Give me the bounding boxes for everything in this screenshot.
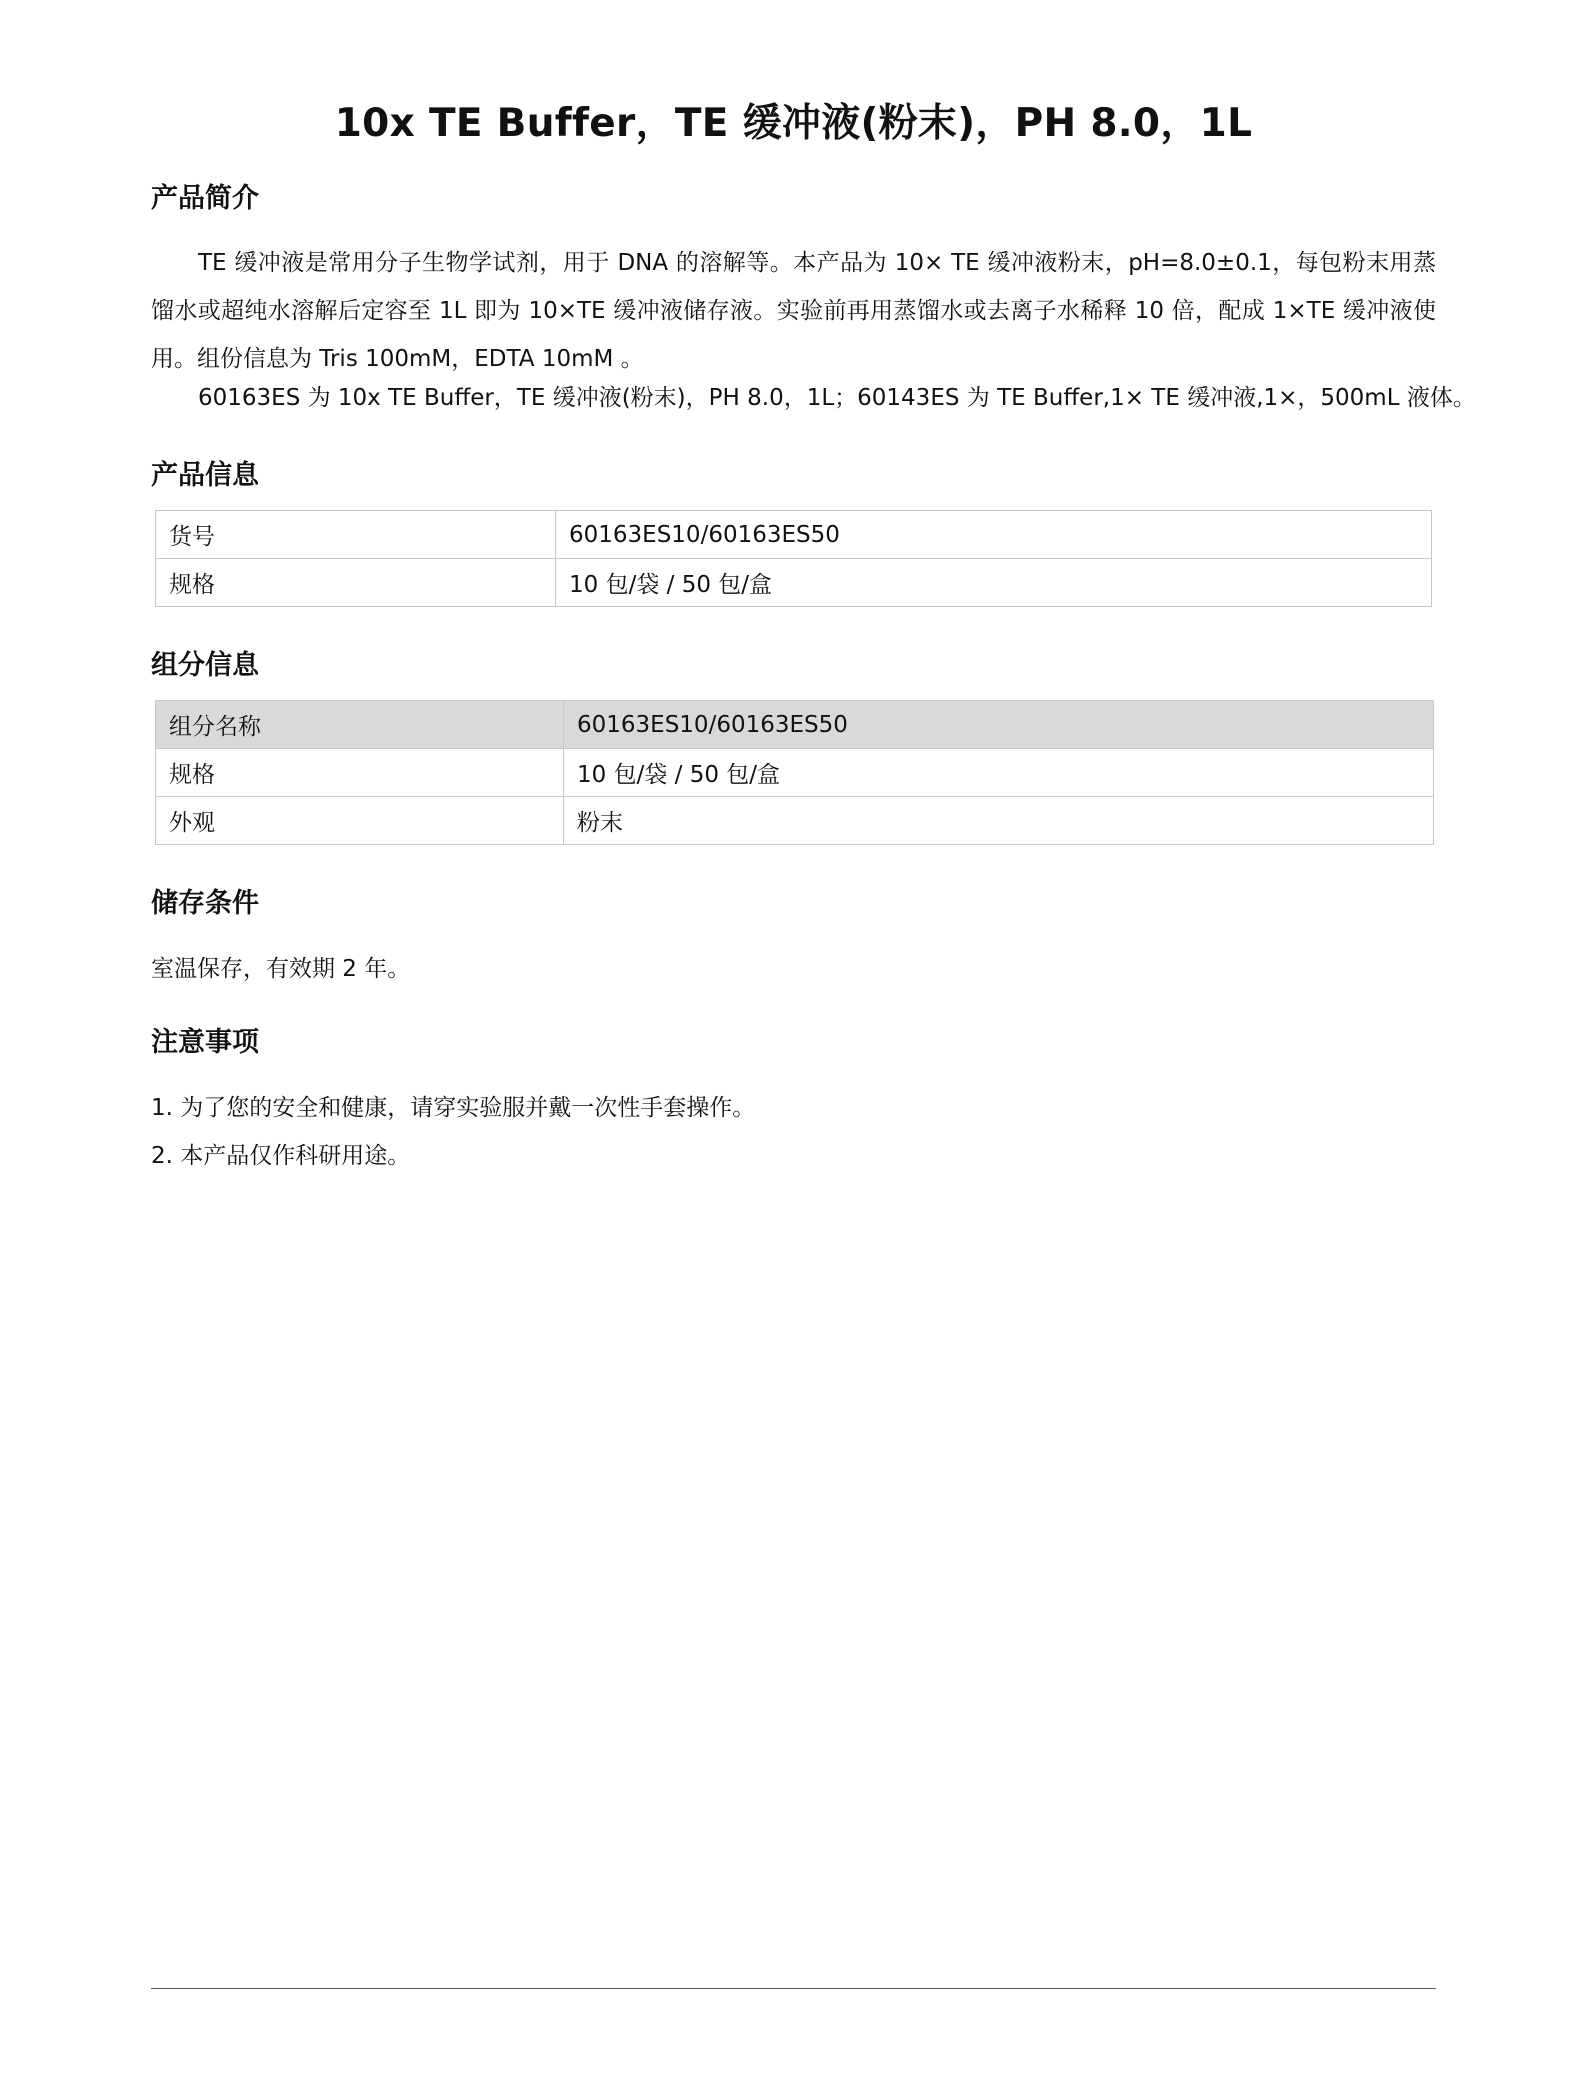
components-value: 10 包/袋 / 50 包/盒 [564,749,1434,797]
document-title: 10x TE Buffer，TE 缓冲液(粉末)，PH 8.0，1L [334,101,1253,146]
components-heading: 组分信息 [151,650,259,681]
storage-text: 室温保存，有效期 2 年。 [151,956,411,982]
footer-divider [151,1988,1436,1989]
table-row [156,559,1432,607]
product-info-label: 规格 [156,559,556,607]
components-header-label: 组分名称 [156,701,564,749]
components-label: 规格 [156,749,564,797]
table-row [156,749,1434,797]
components-value: 粉末 [564,797,1434,845]
table-header-row [156,701,1434,749]
product-info-value: 10 包/袋 / 50 包/盒 [556,559,1432,607]
components-label: 外观 [156,797,564,845]
intro-paragraph-2: 60163ES 为 10x TE Buffer，TE 缓冲液(粉末)，PH 8.0，1L；60143ES 为 TE Buffer,1× TE 缓冲液,1×，500mL 液体。 [198,385,1476,411]
product-info-heading: 产品信息 [151,460,259,491]
components-header-value: 60163ES10/60163ES50 [564,701,1434,749]
components-table [155,700,1434,845]
notes-item-2: 2. 本产品仅作科研用途。 [151,1143,411,1169]
table-row [156,797,1434,845]
product-info-value: 60163ES10/60163ES50 [556,511,1432,559]
table-row [156,511,1432,559]
notes-item-1: 1. 为了您的安全和健康，请穿实验服并戴一次性手套操作。 [151,1095,756,1121]
storage-heading: 储存条件 [151,888,259,919]
product-info-label: 货号 [156,511,556,559]
intro-paragraph-1: TE 缓冲液是常用分子生物学试剂，用于 DNA 的溶解等。本产品为 10× TE 缓冲液粉末，pH=8.0±0.1，每包粉末用蒸馏水或超纯水溶解后定容至 1L 即为 10×TE 缓冲液储存液。实验前再用蒸馏水或去离子水稀释 10 倍，配成 1×TE 缓冲液使用。组份信息为 Tris 100mM，EDTA 10mM 。 [151,250,1436,372]
product-info-table [155,510,1432,607]
notes-heading: 注意事项 [151,1027,259,1058]
intro-heading: 产品简介 [151,183,259,214]
